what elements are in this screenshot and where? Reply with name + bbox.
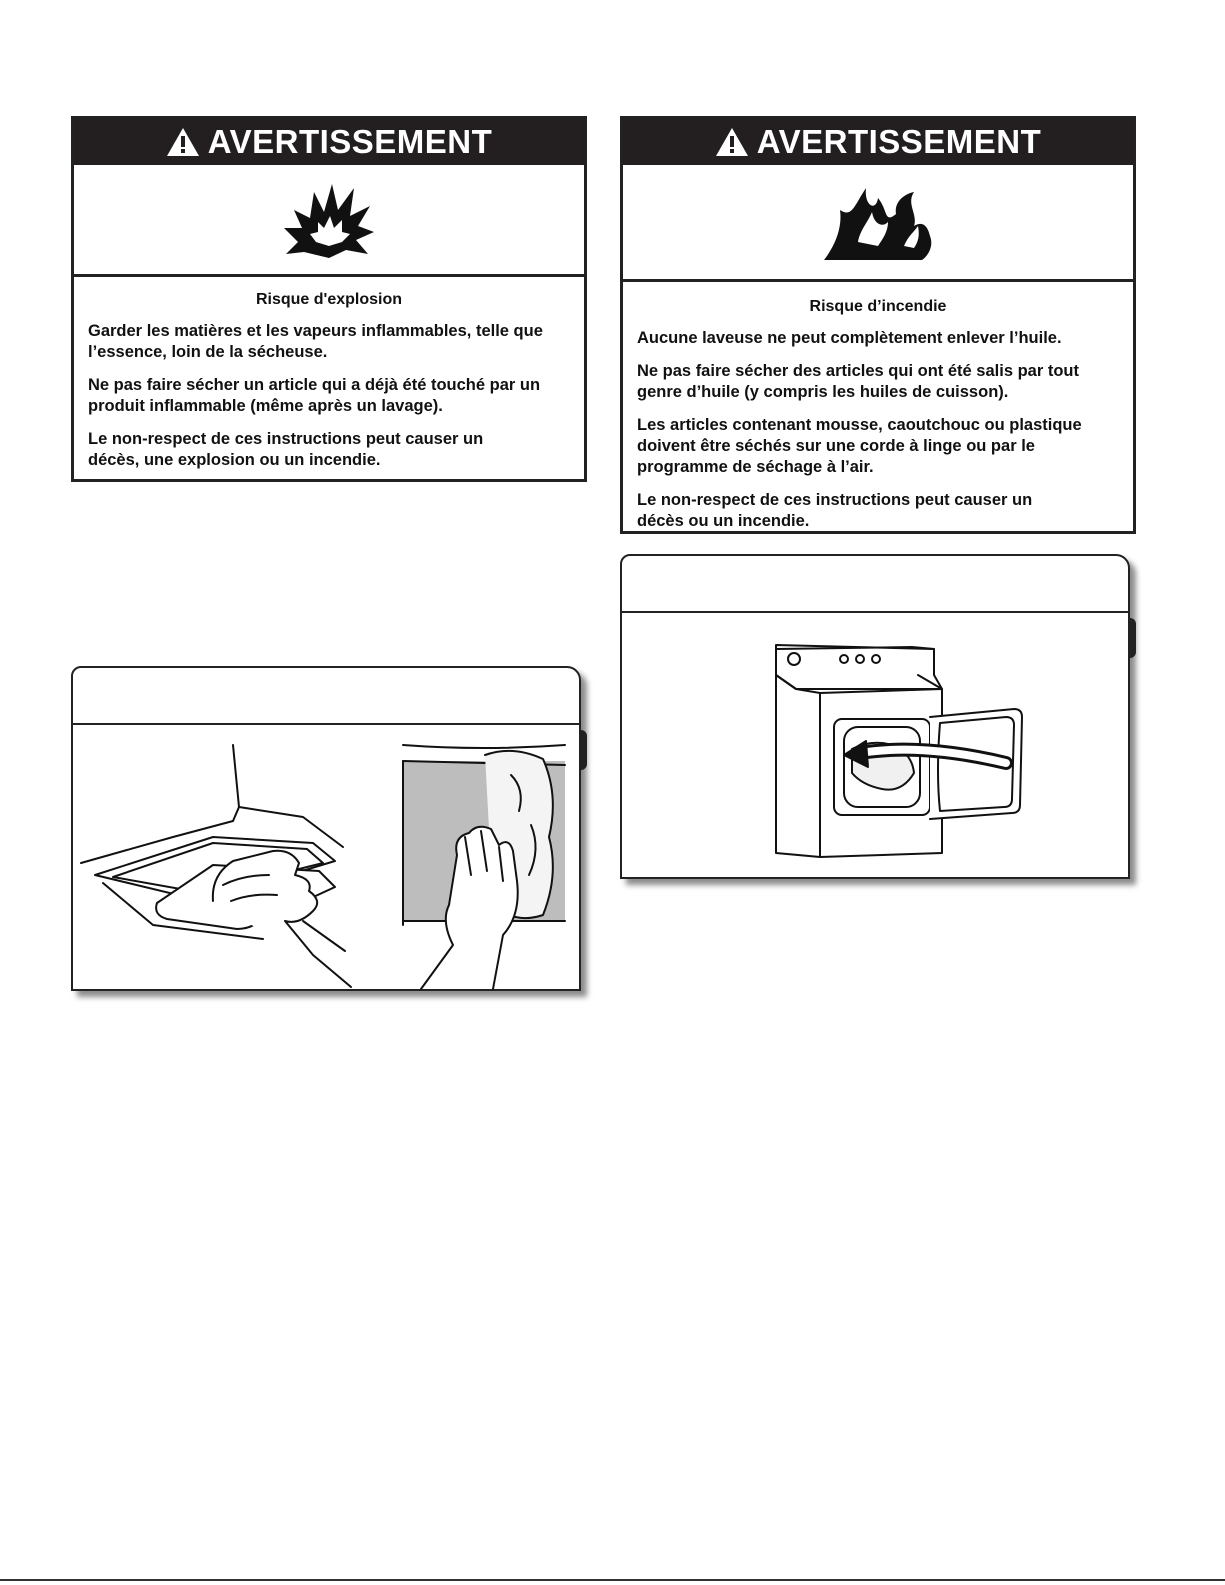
warning-triangle-icon [166, 127, 200, 157]
card-header [73, 668, 579, 725]
card-header [622, 556, 1128, 613]
fire-icon [818, 180, 938, 264]
illustration-card-lint-screen [71, 666, 581, 991]
warning-box-fire [620, 116, 1136, 534]
warning-header-text: AVERTISSEMENT [756, 123, 1042, 160]
explosion-icon [284, 180, 374, 260]
warning-subtitle: Risque d’incendie [809, 298, 947, 315]
dryer-loading-illustration [622, 613, 1128, 879]
warning-header [623, 119, 1133, 165]
card-tab [580, 730, 587, 770]
illustration-card-dryer-loading [620, 554, 1130, 879]
warning-paragraph: Le non-respect de ces instructions peut causer un décès ou un incendie. [637, 491, 1033, 530]
footer-rule [0, 1579, 1225, 1581]
hazard-icon-area [74, 165, 584, 277]
warning-paragraph: Aucune laveuse ne peut complètement enlever l’huile. [637, 329, 1062, 347]
warning-triangle-icon [715, 127, 749, 157]
warning-body [74, 277, 584, 493]
card-body [622, 613, 1128, 879]
warning-paragraph: Ne pas faire sécher des articles qui ont été salis par tout genre d’huile (y compris les huiles de cuisson). [637, 362, 1079, 401]
card-body [73, 725, 579, 991]
warning-subtitle: Risque d'explosion [255, 291, 403, 308]
warning-paragraph: Le non-respect de ces instructions peut causer un décès, une explosion ou un incendie. [88, 430, 484, 469]
warning-paragraph: Garder les matières et les vapeurs inflammables, telle que l’essence, loin de la sécheuse. [88, 322, 543, 361]
warning-header-text: AVERTISSEMENT [207, 123, 493, 160]
warning-paragraph: Les articles contenant mousse, caoutchouc ou plastique doivent être séchés sur une corde à linge ou par le programme de séchage à l’air. [637, 416, 1082, 476]
card-tab [1129, 618, 1136, 658]
warning-paragraph: Ne pas faire sécher un article qui a déjà été touché par un produit inflammable (même après un lavage). [88, 376, 541, 415]
warning-body [623, 282, 1133, 554]
hazard-icon-area [623, 165, 1133, 282]
warning-box-explosion [71, 116, 587, 482]
warning-header [74, 119, 584, 165]
lint-screen-cleaning-illustration [73, 725, 579, 991]
